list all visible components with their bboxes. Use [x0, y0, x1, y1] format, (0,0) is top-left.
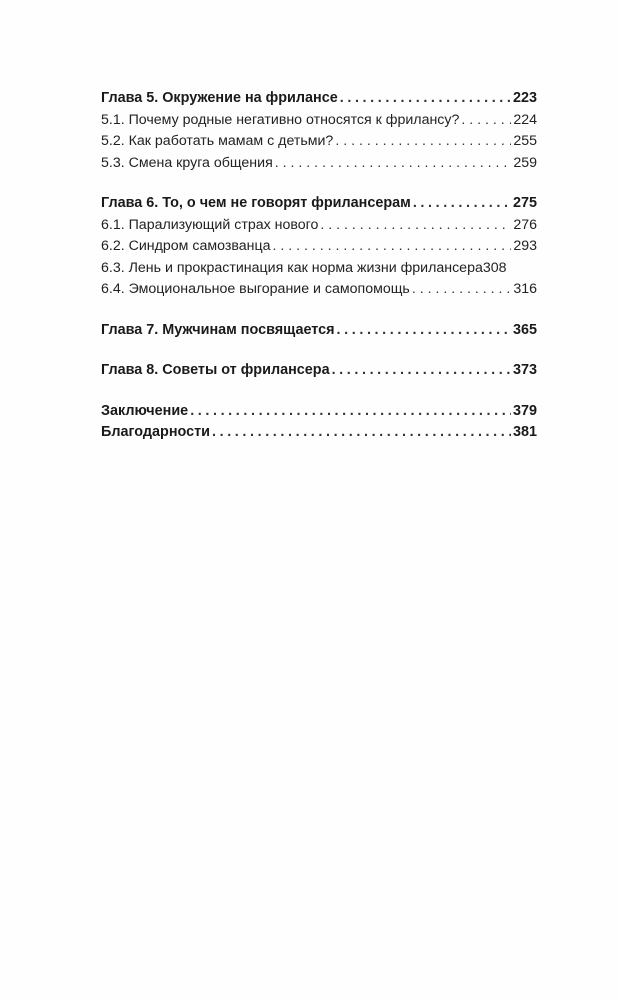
- toc-page-number: 379: [512, 402, 537, 419]
- toc-chapter-title: Заключение: [101, 402, 189, 419]
- toc-page-number: 276: [513, 216, 537, 233]
- toc-page-number: 259: [513, 154, 537, 171]
- toc-section-entry[interactable]: [101, 236, 537, 258]
- toc-page-number: 365: [512, 321, 537, 338]
- toc-section-entry[interactable]: [101, 279, 537, 301]
- dot-leader: [272, 236, 511, 258]
- toc-page-number: 275: [512, 195, 537, 211]
- dot-leader: [412, 279, 512, 301]
- dot-leader: [413, 193, 511, 215]
- toc-group-chapter-8: [101, 360, 537, 382]
- toc-section-title: 5.1. Почему родные негативно относятся к фрилансу?: [101, 111, 460, 128]
- toc-page-number: 224: [513, 111, 537, 128]
- toc-chapter-entry[interactable]: [101, 88, 537, 110]
- toc-group-chapter-6: [101, 193, 537, 301]
- toc-chapter-entry[interactable]: [101, 360, 537, 382]
- dot-leader: [340, 88, 511, 110]
- toc-section-title: 6.2. Синдром самозванца: [101, 238, 271, 254]
- toc-section-title: 6.3. Лень и прокрастинация как норма жизни фрилансера: [101, 259, 483, 276]
- dot-leader: [275, 153, 512, 175]
- toc-chapter-title: Глава 6. То, о чем не говорят фрилансерам: [101, 195, 411, 211]
- table-of-contents: [101, 88, 537, 463]
- toc-section-entry[interactable]: [101, 131, 537, 153]
- dot-leader: [335, 131, 511, 153]
- dot-leader: [190, 401, 511, 423]
- toc-section-title: 5.3. Смена круга общения: [101, 154, 273, 171]
- toc-page-number: 316: [513, 281, 537, 297]
- toc-chapter-title: Благодарности: [101, 424, 211, 440]
- toc-section-entry[interactable]: [101, 215, 537, 237]
- toc-chapter-entry[interactable]: [101, 193, 537, 215]
- toc-group-chapter-5: [101, 88, 537, 174]
- toc-chapter-title: Глава 7. Мужчинам посвящается: [101, 321, 335, 338]
- dot-leader: [320, 215, 511, 237]
- dot-leader: [337, 320, 511, 342]
- dot-leader: [461, 110, 511, 132]
- dot-leader: [212, 422, 511, 444]
- toc-section-entry[interactable]: [101, 258, 537, 280]
- toc-section-title: 6.4. Эмоциональное выгорание и самопомощь: [101, 281, 410, 297]
- toc-chapter-entry[interactable]: [101, 320, 537, 342]
- toc-section-title: 5.2. Как работать мамам с детьми?: [101, 133, 334, 149]
- dot-leader: [332, 360, 511, 382]
- toc-chapter-title: Глава 5. Окружение на фрилансе: [101, 90, 338, 106]
- toc-page-number: 381: [512, 424, 537, 440]
- toc-section-title: 6.1. Парализующий страх нового: [101, 216, 319, 233]
- toc-group-endmatter: [101, 401, 537, 444]
- toc-group-chapter-7: [101, 320, 537, 342]
- toc-page-number: 223: [512, 90, 537, 106]
- toc-page-number: 293: [513, 238, 537, 254]
- toc-section-entry[interactable]: [101, 110, 537, 132]
- toc-conclusion-entry[interactable]: [101, 401, 537, 423]
- toc-page-number: 255: [513, 133, 537, 149]
- toc-acknowledgements-entry[interactable]: [101, 422, 537, 444]
- toc-page-number: 373: [512, 362, 537, 378]
- toc-page-number: 308: [482, 259, 507, 276]
- toc-section-entry[interactable]: [101, 153, 537, 175]
- toc-chapter-title: Глава 8. Советы от фрилансера: [101, 362, 330, 378]
